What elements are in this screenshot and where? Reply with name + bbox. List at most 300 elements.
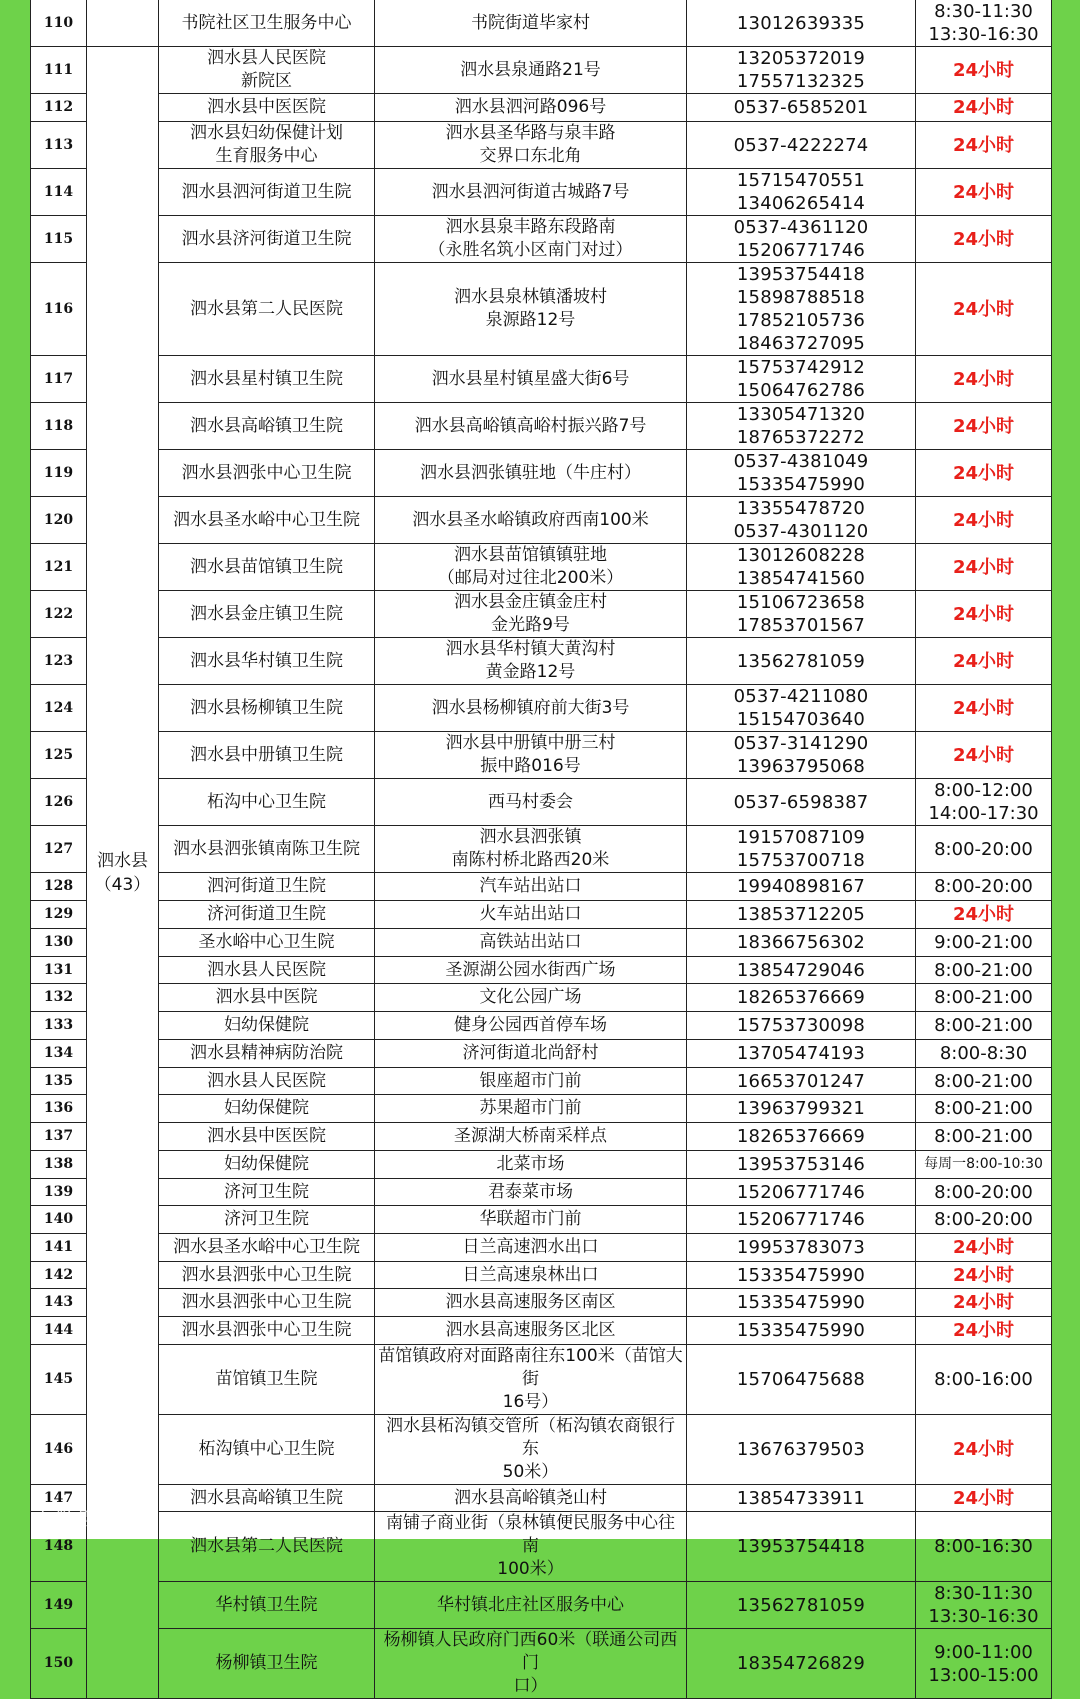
cell-line: 泗水县高速服务区北区 — [445, 1320, 616, 1340]
cell-line: 24小时 — [952, 556, 1015, 578]
row-number: 128 — [31, 873, 87, 901]
cell-line: 18265376669 — [736, 1126, 866, 1147]
cell-line: 13:30-16:30 — [928, 24, 1039, 45]
address-cell — [375, 1512, 687, 1582]
cell-line: 13:30-16:30 — [928, 1606, 1039, 1627]
hours-cell — [916, 1151, 1052, 1179]
institution-cell — [159, 984, 375, 1012]
cell-line: 13355478720 — [736, 498, 866, 519]
table-row — [31, 779, 1052, 826]
cell-line: 泗水县第二人民医院 — [190, 1536, 343, 1556]
cell-line: 振中路016号 — [480, 756, 581, 776]
address-cell — [375, 94, 687, 122]
table-row — [31, 1012, 1052, 1040]
institution-cell — [159, 1415, 375, 1485]
hours-cell — [916, 873, 1052, 901]
institution-cell — [159, 403, 375, 450]
cell-line: 15064762786 — [736, 380, 866, 401]
address-cell — [375, 497, 687, 544]
phone-cell — [687, 1629, 916, 1699]
hours-cell — [916, 47, 1052, 94]
phone-cell — [687, 929, 916, 957]
cell-line: 华联超市门前 — [479, 1209, 582, 1229]
cell-line: 泗水县圣华路与泉丰路 — [445, 123, 616, 143]
row-number: 113 — [31, 122, 87, 169]
cell-line: 泗水县杨柳镇卫生院 — [190, 697, 343, 718]
cell-line: 15335475990 — [736, 1264, 866, 1286]
cell-line: 泗水县人民医院 — [207, 1070, 326, 1091]
institution-cell — [159, 1582, 375, 1629]
row-number: 120 — [31, 497, 87, 544]
address-cell — [375, 450, 687, 497]
cell-line: 24小时 — [952, 904, 1015, 925]
table-row — [31, 1123, 1052, 1151]
row-number: 125 — [31, 732, 87, 779]
cell-line: 济河街道卫生院 — [207, 904, 326, 924]
table-row — [31, 0, 1052, 47]
address-cell — [375, 263, 687, 356]
cell-line: 泗水县星村镇卫生院 — [190, 368, 343, 389]
hours-cell — [916, 1068, 1052, 1095]
cell-line: 8:00-21:00 — [934, 1015, 1033, 1036]
phone-cell — [687, 122, 916, 169]
cell-line: 13562781059 — [736, 1594, 866, 1616]
cell-line: 100米） — [497, 1559, 564, 1579]
watermark-logo: 大数跨境 — [32, 1509, 125, 1534]
cell-line: 17852105736 — [736, 310, 866, 331]
institution-cell — [159, 1289, 375, 1317]
county-name: 泗水县 — [97, 850, 148, 871]
cell-line: 0537-4301120 — [733, 521, 869, 542]
address-cell — [375, 216, 687, 263]
institution-cell — [159, 47, 375, 94]
institution-cell — [159, 873, 375, 901]
cell-line: 高铁站出站口 — [479, 932, 582, 952]
phone-cell — [687, 169, 916, 216]
cell-line: 0537-4211080 — [733, 686, 869, 707]
phone-cell — [687, 1040, 916, 1068]
hours-cell — [916, 1629, 1052, 1699]
cell-line: 济河街道北尚舒村 — [462, 1043, 599, 1063]
row-number: 137 — [31, 1123, 87, 1151]
cell-line: 15753742912 — [736, 357, 866, 378]
table-row — [31, 591, 1052, 638]
cell-line: 泗水县高峪镇卫生院 — [190, 415, 343, 436]
cell-line: 西马村委会 — [488, 791, 573, 812]
cell-line: 13853712205 — [736, 904, 866, 925]
cell-line: 口） — [513, 1676, 548, 1696]
hours-cell — [916, 356, 1052, 403]
address-cell — [375, 685, 687, 732]
institution-cell — [159, 591, 375, 638]
institution-cell — [159, 1345, 375, 1415]
cell-line: 泗水县第二人民医院 — [190, 298, 343, 319]
cell-line: 泗水县圣水峪中心卫生院 — [173, 1237, 360, 1257]
cell-line: 15753700718 — [736, 850, 866, 871]
table-row — [31, 1485, 1052, 1512]
cell-line: 妇幼保健院 — [224, 1015, 309, 1035]
cell-line: 泉源路12号 — [485, 310, 576, 330]
table-body — [31, 0, 1052, 1699]
row-number: 143 — [31, 1289, 87, 1317]
address-cell — [375, 544, 687, 591]
cell-line: 泗水县苗馆镇镇驻地 — [454, 545, 607, 565]
cell-line: 金光路9号 — [491, 615, 570, 635]
cell-line: 泗水县高峪镇尧山村 — [454, 1487, 607, 1508]
table-row — [31, 1040, 1052, 1068]
cell-line: 济河卫生院 — [224, 1209, 309, 1229]
cell-line: 17557132325 — [736, 71, 866, 92]
cell-line: 16653701247 — [736, 1070, 866, 1092]
table-row — [31, 1179, 1052, 1206]
cell-line: 24小时 — [952, 1320, 1015, 1341]
cell-line: 泗水县中医医院 — [207, 1126, 326, 1146]
row-number: 140 — [31, 1206, 87, 1234]
hours-cell — [916, 929, 1052, 957]
address-cell — [375, 1582, 687, 1629]
cell-line: 24小时 — [952, 1237, 1015, 1258]
address-cell — [375, 732, 687, 779]
cell-line: 泗水县中册镇卫生院 — [190, 744, 343, 765]
cell-line: 15898788518 — [736, 287, 866, 308]
row-number: 110 — [31, 0, 87, 47]
table-row — [31, 403, 1052, 450]
cell-line: 24小时 — [952, 509, 1015, 531]
phone-cell — [687, 873, 916, 901]
cell-line: 汽车站出站口 — [479, 876, 582, 896]
row-number: 118 — [31, 403, 87, 450]
row-number: 144 — [31, 1317, 87, 1345]
phone-cell — [687, 1179, 916, 1206]
cell-line: 19953783073 — [736, 1237, 866, 1258]
cell-line: 泗水县苗馆镇卫生院 — [190, 556, 343, 577]
address-cell — [375, 1234, 687, 1262]
cell-line: 0537-4361120 — [733, 217, 869, 238]
cell-line: 泗水县泗张中心卫生院 — [181, 1292, 352, 1312]
row-number: 119 — [31, 450, 87, 497]
phone-cell — [687, 1234, 916, 1262]
address-cell — [375, 1179, 687, 1206]
cell-line: 8:00-20:00 — [934, 876, 1033, 897]
institution-cell — [159, 732, 375, 779]
phone-cell — [687, 1151, 916, 1179]
row-number: 124 — [31, 685, 87, 732]
row-number: 123 — [31, 638, 87, 685]
address-cell — [375, 47, 687, 94]
cell-line: 13854733911 — [736, 1487, 866, 1509]
cell-line: 泗水县泗张镇南陈卫生院 — [173, 838, 360, 859]
address-cell — [375, 1345, 687, 1415]
cell-line: 泗水县泗张中心卫生院 — [181, 462, 352, 483]
address-cell — [375, 169, 687, 216]
cell-line: 泗水县金庄镇金庄村 — [454, 592, 607, 612]
cell-line: 13:00-15:00 — [928, 1664, 1039, 1686]
cell-line: 泗水县圣水峪镇政府西南100米 — [412, 509, 649, 530]
cell-line: 南铺子商业街（泉林镇便民服务中心往南 — [386, 1513, 675, 1556]
phone-cell — [687, 1289, 916, 1317]
cell-line: 15106723658 — [736, 592, 866, 613]
cell-line: 泗水县泗张中心卫生院 — [181, 1320, 352, 1340]
address-cell — [375, 901, 687, 929]
row-number: 131 — [31, 957, 87, 984]
phone-cell — [687, 826, 916, 873]
table-row — [31, 1345, 1052, 1415]
hours-cell — [916, 779, 1052, 826]
cell-line: 8:30-11:30 — [934, 1, 1033, 22]
hours-cell — [916, 1415, 1052, 1485]
cell-line: 泗水县人民医院 — [207, 48, 326, 68]
cell-line: 妇幼保健院 — [224, 1098, 309, 1118]
phone-cell — [687, 1317, 916, 1345]
hours-cell — [916, 957, 1052, 984]
address-cell — [375, 873, 687, 901]
cell-line: 银座超市门前 — [479, 1070, 582, 1091]
row-number: 146 — [31, 1415, 87, 1485]
row-number: 132 — [31, 984, 87, 1012]
hours-cell — [916, 1582, 1052, 1629]
cell-line: 13676379503 — [736, 1439, 866, 1460]
institution-cell — [159, 1206, 375, 1234]
address-cell — [375, 403, 687, 450]
county-cell-blank — [87, 0, 159, 47]
hours-cell — [916, 826, 1052, 873]
table-row — [31, 638, 1052, 685]
institution-cell — [159, 1234, 375, 1262]
cell-line: 泗水县中医医院 — [207, 97, 326, 117]
cell-line: 泗水县高峪镇卫生院 — [190, 1487, 343, 1508]
row-number: 139 — [31, 1179, 87, 1206]
phone-cell — [687, 1012, 916, 1040]
cell-line: 9:00-11:00 — [934, 1641, 1033, 1663]
cell-line: 柘沟镇中心卫生院 — [198, 1439, 335, 1459]
table-row — [31, 826, 1052, 873]
cell-line: 15335475990 — [736, 474, 866, 495]
cell-line: 泗水县妇幼保健计划 — [190, 123, 343, 143]
hours-cell — [916, 1317, 1052, 1345]
cell-line: 8:30-11:30 — [934, 1583, 1033, 1604]
row-number: 111 — [31, 47, 87, 94]
cell-line: 泗水县华村镇大黄沟村 — [445, 639, 616, 659]
phone-cell — [687, 638, 916, 685]
cell-line: 泗水县精神病防治院 — [190, 1043, 343, 1063]
cell-line: 19940898167 — [736, 876, 866, 897]
cell-line: 13953754418 — [736, 264, 866, 285]
row-number: 115 — [31, 216, 87, 263]
cell-line: 苗馆镇政府对面路南往东100米（苗馆大街 — [378, 1346, 683, 1389]
cell-line: 南陈村桥北路西20米 — [451, 850, 610, 870]
row-number: 136 — [31, 1095, 87, 1123]
cell-line: 柘沟中心卫生院 — [207, 791, 326, 812]
cell-line: 生育服务中心 — [215, 146, 318, 166]
row-number: 149 — [31, 1582, 87, 1629]
address-cell — [375, 1151, 687, 1179]
cell-line: 9:00-21:00 — [934, 932, 1033, 953]
cell-line: 24小时 — [952, 228, 1015, 250]
cell-line: 0537-3141290 — [733, 733, 869, 754]
institution-cell — [159, 1123, 375, 1151]
row-number: 134 — [31, 1040, 87, 1068]
hours-cell — [916, 0, 1052, 47]
cell-line: 妇幼保健院 — [224, 1154, 309, 1174]
cell-line: 泗水县中册镇中册三村 — [445, 733, 616, 753]
phone-cell — [687, 403, 916, 450]
address-cell — [375, 1068, 687, 1095]
institution-cell — [159, 1068, 375, 1095]
hours-cell — [916, 732, 1052, 779]
cell-line: 北菜市场 — [496, 1154, 565, 1174]
row-number: 142 — [31, 1262, 87, 1289]
cell-line: 24小时 — [952, 1487, 1015, 1509]
cell-line: 泗水县泉丰路东段路南 — [445, 217, 616, 237]
table-row — [31, 901, 1052, 929]
cell-line: 交界口东北角 — [479, 146, 582, 166]
cell-line: 13963795068 — [736, 756, 866, 777]
cell-line: 泗水县星村镇星盛大街6号 — [431, 368, 630, 389]
phone-cell — [687, 47, 916, 94]
hours-cell — [916, 1512, 1052, 1582]
row-number: 116 — [31, 263, 87, 356]
row-number: 127 — [31, 826, 87, 873]
address-cell — [375, 1095, 687, 1123]
table-row — [31, 1206, 1052, 1234]
hours-cell — [916, 1289, 1052, 1317]
phone-cell — [687, 957, 916, 984]
address-cell — [375, 1012, 687, 1040]
table-row — [31, 497, 1052, 544]
cell-line: 24小时 — [952, 298, 1015, 320]
phone-cell — [687, 1512, 916, 1582]
cell-line: 18265376669 — [736, 987, 866, 1008]
table-row — [31, 929, 1052, 957]
hours-cell — [916, 1040, 1052, 1068]
cell-line: （永胜名筑小区南门对过） — [428, 240, 633, 260]
cell-line: 13953753146 — [736, 1154, 866, 1175]
hours-cell — [916, 984, 1052, 1012]
cell-line: 文化公园广场 — [479, 987, 582, 1007]
sampling-sites-sheet — [30, 0, 1051, 1696]
cell-line: 健身公园西首停车场 — [454, 1015, 607, 1035]
county-cell — [87, 47, 159, 1699]
table-row — [31, 544, 1052, 591]
table-row — [31, 957, 1052, 984]
table-row — [31, 356, 1052, 403]
cell-line: 泗水县人民医院 — [207, 959, 326, 980]
row-number: 135 — [31, 1068, 87, 1095]
cell-line: 24小时 — [952, 415, 1015, 437]
phone-cell — [687, 1262, 916, 1289]
row-number: 114 — [31, 169, 87, 216]
institution-cell — [159, 94, 375, 122]
row-number: 133 — [31, 1012, 87, 1040]
sampling-sites-table — [30, 0, 1052, 1699]
cell-line: 13705474193 — [736, 1043, 866, 1064]
row-number: 150 — [31, 1629, 87, 1699]
institution-cell — [159, 0, 375, 47]
hours-cell — [916, 1179, 1052, 1206]
cell-line: 18463727095 — [736, 333, 866, 354]
cell-line: 24小时 — [952, 697, 1015, 719]
institution-cell — [159, 779, 375, 826]
table-row — [31, 1151, 1052, 1179]
institution-cell — [159, 497, 375, 544]
row-number: 147 — [31, 1485, 87, 1512]
institution-cell — [159, 1512, 375, 1582]
county-count: （43） — [94, 874, 151, 895]
address-cell — [375, 929, 687, 957]
institution-cell — [159, 1151, 375, 1179]
hours-cell — [916, 94, 1052, 122]
institution-cell — [159, 957, 375, 984]
row-number: 129 — [31, 901, 87, 929]
institution-cell — [159, 1040, 375, 1068]
hours-cell — [916, 169, 1052, 216]
cell-line: 泗水县高速服务区南区 — [445, 1292, 616, 1312]
cell-line: 泗水县泗河街道卫生院 — [181, 181, 352, 202]
institution-cell — [159, 544, 375, 591]
hours-cell — [916, 1234, 1052, 1262]
cell-line: 24小时 — [952, 181, 1015, 203]
cell-line: 24小时 — [952, 1264, 1015, 1286]
hours-cell — [916, 1262, 1052, 1289]
phone-cell — [687, 1123, 916, 1151]
table-row — [31, 685, 1052, 732]
institution-cell — [159, 1179, 375, 1206]
cell-line: 泗水县泗河街道古城路7号 — [431, 181, 630, 202]
cell-line: 泗水县杨柳镇府前大街3号 — [431, 697, 630, 718]
cell-line: 泗水县泗张镇驻地（牛庄村） — [420, 462, 641, 483]
cell-line: 泗水县泗张中心卫生院 — [181, 1264, 352, 1285]
institution-cell — [159, 450, 375, 497]
phone-cell — [687, 544, 916, 591]
cell-line: 泗水县高峪镇高峪村振兴路7号 — [414, 415, 647, 436]
table-row — [31, 984, 1052, 1012]
cell-line: 24小时 — [952, 744, 1015, 766]
hours-cell — [916, 1485, 1052, 1512]
table-row — [31, 1262, 1052, 1289]
cell-line: 泗水县圣水峪中心卫生院 — [173, 509, 360, 530]
address-cell — [375, 1123, 687, 1151]
cell-line: 泗河街道卫生院 — [207, 876, 326, 896]
cell-line: 泗水县金庄镇卫生院 — [190, 603, 343, 624]
table-row — [31, 1629, 1052, 1699]
cell-line: 圣源湖公园水街西广场 — [445, 959, 616, 980]
cell-line: 15206771746 — [736, 1181, 866, 1203]
row-number: 130 — [31, 929, 87, 957]
institution-cell — [159, 1262, 375, 1289]
cell-line: 24小时 — [952, 59, 1015, 81]
cell-line: 13205372019 — [736, 48, 866, 69]
table-row — [31, 1234, 1052, 1262]
cell-line: 泗水县济河街道卫生院 — [181, 228, 352, 249]
cell-line: 15154703640 — [736, 709, 866, 730]
phone-cell — [687, 216, 916, 263]
institution-cell — [159, 263, 375, 356]
cell-line: 15706475688 — [736, 1369, 866, 1390]
hours-cell — [916, 1123, 1052, 1151]
phone-cell — [687, 685, 916, 732]
row-number: 148 — [31, 1512, 87, 1582]
cell-line: 24小时 — [952, 1439, 1015, 1460]
institution-cell — [159, 1317, 375, 1345]
cell-line: 每周一8:00-10:30 — [924, 1156, 1043, 1172]
table-row — [31, 450, 1052, 497]
phone-cell — [687, 1206, 916, 1234]
cell-line: 8:00-21:00 — [934, 1070, 1033, 1092]
phone-cell — [687, 1068, 916, 1095]
cell-line: 24小时 — [952, 603, 1015, 625]
phone-cell — [687, 263, 916, 356]
cell-line: 24小时 — [952, 650, 1015, 672]
